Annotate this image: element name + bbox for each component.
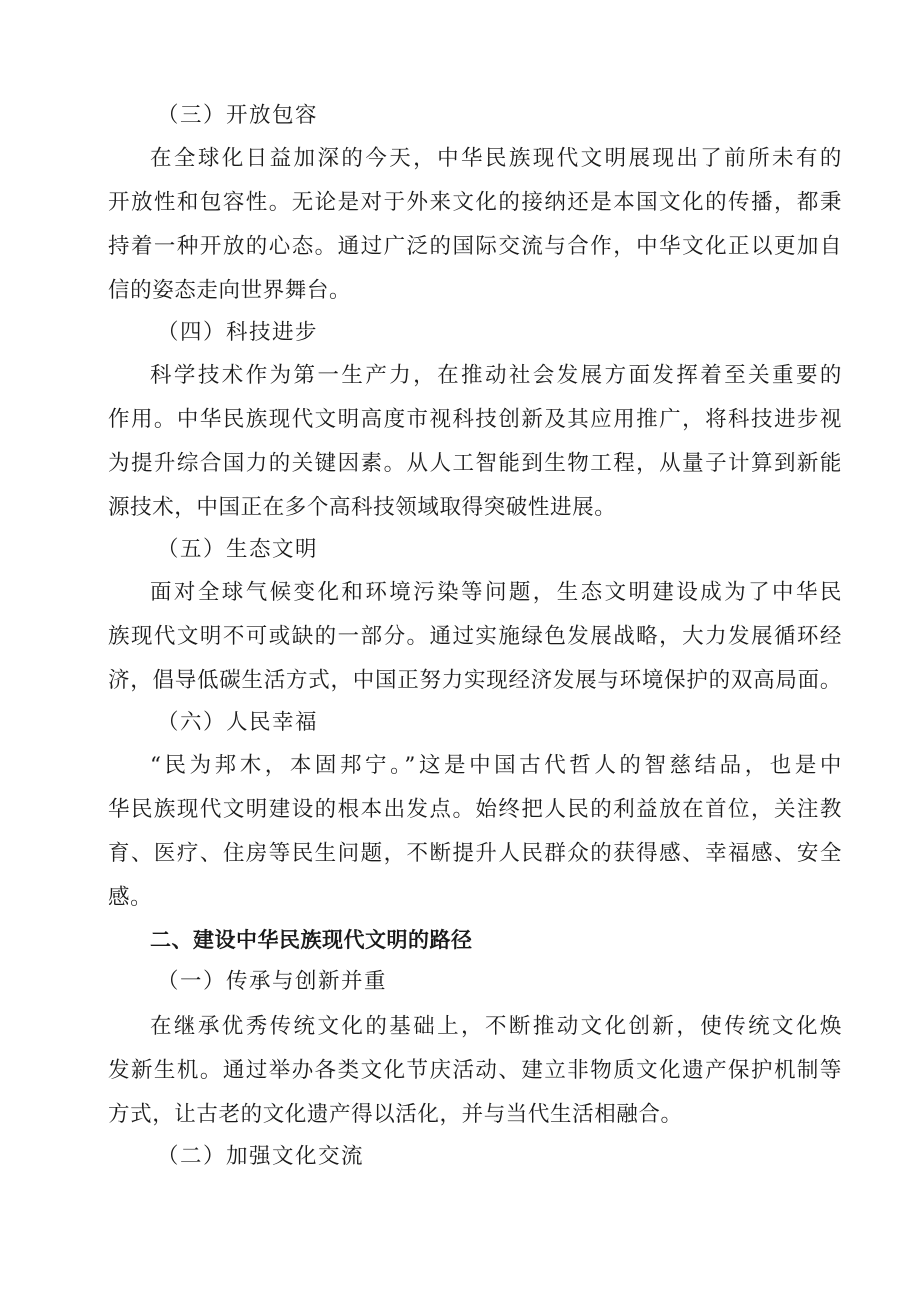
paragraph-line: 信的姿态走向世界舞台。 [108, 278, 352, 303]
paragraph-line: 面对全球气候变化和环境污染等问题，生态文明建设成为了中华民 [150, 580, 842, 605]
paragraph-line: 源技术，中国正在多个高科技领域取得突破性进展。 [108, 495, 617, 520]
section-heading: 二、建设中华民族现代文明的路径 [150, 928, 473, 952]
subsection-title-wellbeing: （六）人民幸福 [157, 710, 319, 735]
paragraph-line: 育、医疗、住房等民生问题，不断提升人民群众的获得感、幸福感、安全 [108, 841, 842, 866]
subsection-title-openness: （三）开放包容 [157, 103, 319, 128]
paragraph-line: 族现代文明不可或缺的一部分。通过实施绿色发展战略，大力发展循环经 [108, 624, 842, 649]
paragraph-line: 开放性和包容性。无论是对于外来文化的接纳还是本国文化的传播，都秉 [108, 190, 842, 215]
paragraph-line: 在全球化日益加深的今天，中华民族现代文明展现出了前所未有的 [150, 146, 842, 171]
subsection-title-technology: （四）科技进步 [157, 320, 319, 345]
subsection-title-exchange: （二）加强文化交流 [157, 1144, 365, 1169]
paragraph-line: 感。 [108, 885, 153, 910]
paragraph-line: 科学技术作为第一生产力，在推动社会发展方面发挥着至关重要的 [150, 363, 842, 388]
subsection-title-ecology: （五）生态文明 [157, 537, 319, 562]
paragraph-line: 作用。中华民族现代文明高度市视科技创新及其应用推广，将科技进步视 [108, 407, 842, 432]
paragraph-line: 济，倡导低碳生活方式，中国正努力实现经济发展与环境保护的双高局面。 [108, 668, 842, 693]
subsection-title-inheritance: （一）传承与创新并重 [157, 969, 388, 994]
paragraph-line: 华民族现代文明建设的根本出发点。始终把人民的利益放在首位，关注教 [108, 797, 842, 822]
paragraph-line: “民为邦木，本固邦宁。”这是中国古代哲人的智慈结品，也是中 [150, 753, 842, 778]
paragraph-line: 方式，让古老的文化遗产得以活化，并与当代生活相融合。 [108, 1102, 683, 1127]
paragraph-line: 发新生机。通过举办各类文化节庆活动、建立非物质文化遗产保护机制等 [108, 1058, 842, 1083]
paragraph-line: 持着一种开放的心态。通过广泛的国际交流与合作，中华文化正以更加自 [108, 234, 842, 259]
paragraph-line: 为提升综合国力的关键因素。从人工智能到生物工程，从量子计算到新能 [108, 451, 842, 476]
paragraph-line: 在继承优秀传统文化的基础上，不断推动文化创新，使传统文化焕 [150, 1014, 842, 1039]
